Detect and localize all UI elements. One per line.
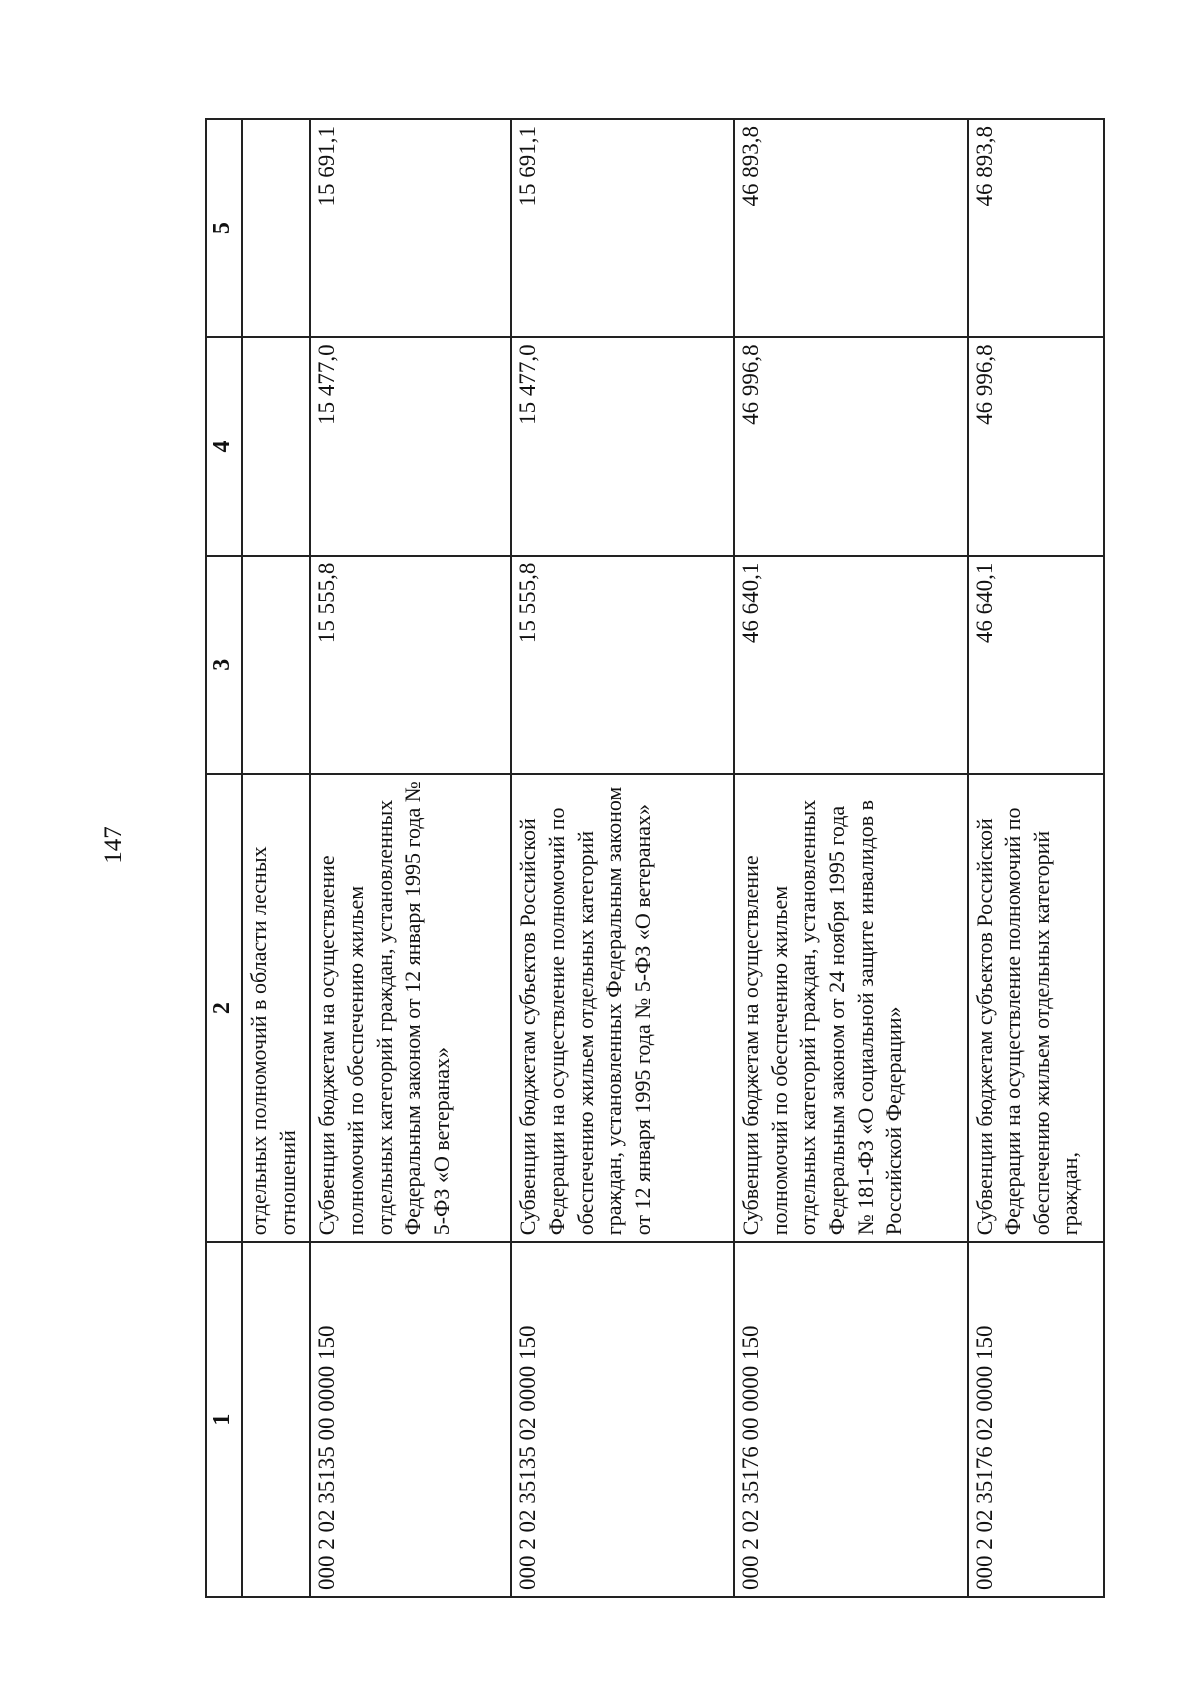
row-value-col3 (242, 556, 310, 774)
table-row (242, 119, 310, 1597)
row-value-col5: 46 893,8 (734, 119, 968, 337)
row-value-col4: 46 996,8 (968, 337, 1104, 555)
row-value-col5: 46 893,8 (968, 119, 1104, 337)
row-value-col5: 15 691,1 (511, 119, 734, 337)
row-value-col3: 15 555,8 (310, 556, 511, 774)
budget-table (205, 118, 1105, 1598)
table-row (310, 119, 511, 1597)
row-value-col4: 46 996,8 (734, 337, 968, 555)
header-col-5: 5 (206, 119, 242, 337)
table-row (734, 119, 968, 1597)
row-value-col4: 15 477,0 (310, 337, 511, 555)
table-container (205, 118, 1200, 1590)
row-code: 000 2 02 35135 02 0000 150 (511, 1242, 734, 1597)
row-value-col4: 15 477,0 (511, 337, 734, 555)
row-value-col3: 46 640,1 (734, 556, 968, 774)
page-number: 147 (100, 826, 127, 864)
row-code: 000 2 02 35176 00 0000 150 (734, 1242, 968, 1597)
table-row (968, 119, 1104, 1597)
row-code: 000 2 02 35176 02 0000 150 (968, 1242, 1104, 1597)
header-col-1: 1 (206, 1242, 242, 1597)
row-code (242, 1242, 310, 1597)
row-value-col5 (242, 119, 310, 337)
row-description: Субвенции бюджетам субъектов Российской Федерации на осуществление полномочий по обеспечению жильем отдельных категорий граждан, (968, 774, 1104, 1242)
row-description: Субвенции бюджетам на осуществление полномочий по обеспечению жильем отдельных категорий граждан, установленных Федеральным законом от 24 ноября 1995 года № 181-ФЗ «О социальной защите инвалидов в Российской Федерации» (734, 774, 968, 1242)
row-description: Субвенции бюджетам субъектов Российской Федерации на осуществление полномочий по обеспечению жильем отдельных категорий граждан, установленных Федеральным законом от 12 января 1995 года № 5-ФЗ «О ветеранах» (511, 774, 734, 1242)
header-row (206, 119, 242, 1597)
row-value-col4 (242, 337, 310, 555)
row-description: Субвенции бюджетам на осуществление полномочий по обеспечению жильем отдельных категорий граждан, установленных Федеральным законом от 12 января 1995 года № 5-ФЗ «О ветеранах» (310, 774, 511, 1242)
row-value-col5: 15 691,1 (310, 119, 511, 337)
header-col-3: 3 (206, 556, 242, 774)
header-col-2: 2 (206, 774, 242, 1242)
row-description: отдельных полномочий в области лесных отношений (242, 774, 310, 1242)
row-code: 000 2 02 35135 00 0000 150 (310, 1242, 511, 1597)
row-value-col3: 15 555,8 (511, 556, 734, 774)
table-row (511, 119, 734, 1597)
row-value-col3: 46 640,1 (968, 556, 1104, 774)
header-col-4: 4 (206, 337, 242, 555)
